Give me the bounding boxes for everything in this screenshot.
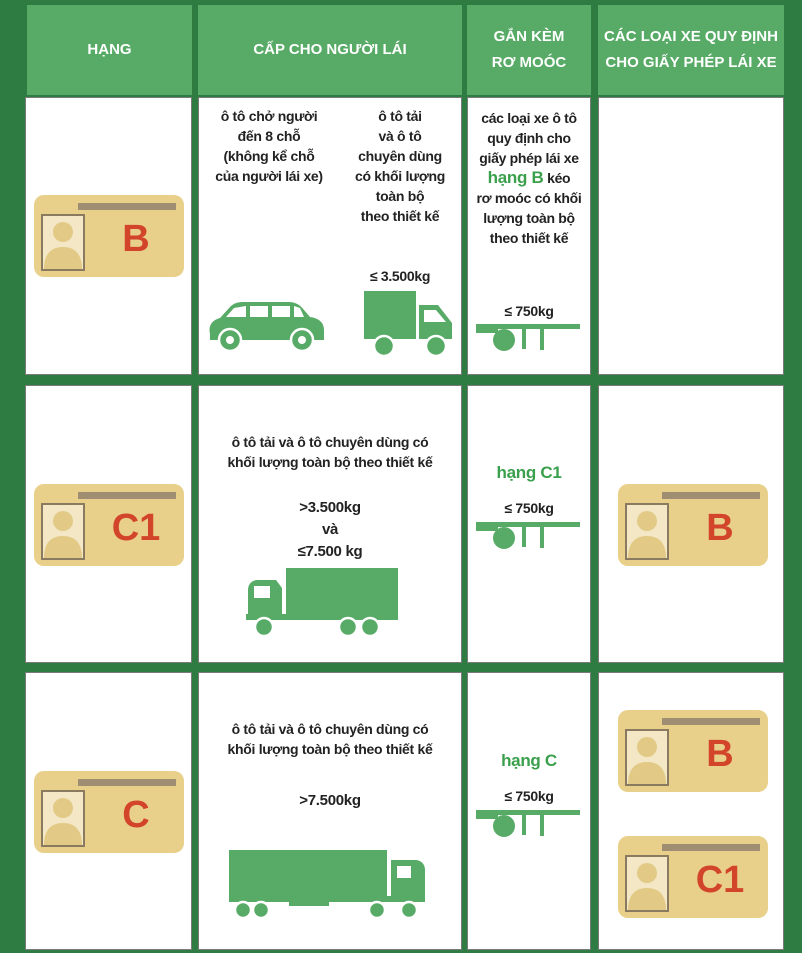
row1-trailer-weight: ≤ 750kg xyxy=(504,303,554,319)
text-line: ô tô tải xyxy=(378,108,422,124)
text-line: và ô tô xyxy=(378,128,422,144)
row2-desc-text xyxy=(205,432,455,472)
header-trailer xyxy=(467,5,591,95)
text-line: có khối lượng xyxy=(354,168,446,184)
text-line: >7.500kg xyxy=(299,792,361,809)
header-class xyxy=(27,5,192,95)
large-truck-icon xyxy=(229,850,429,920)
row3-trailer-class: hạng C xyxy=(501,751,557,770)
header-licensed-line1: CÁC LOẠI XE QUY ĐỊNH xyxy=(604,28,778,45)
license-card-letter: B xyxy=(706,733,734,775)
text-line: các loại xe ô tô xyxy=(481,110,577,126)
text-line: theo thiết kế xyxy=(360,208,440,224)
license-card-c1 xyxy=(34,484,184,566)
row2-trailer-class: hạng C1 xyxy=(496,463,562,482)
header-issued-to xyxy=(198,5,462,95)
row1-truck-text xyxy=(344,106,456,226)
row1-trailer-text xyxy=(469,108,589,248)
header-class-label: HẠNG xyxy=(87,41,132,58)
text-line: ≤7.500 kg xyxy=(297,543,363,560)
text-line xyxy=(469,168,589,188)
trailer-icon xyxy=(476,516,580,550)
row3-weight-text xyxy=(255,790,405,812)
text-line: giấy phép lái xe xyxy=(479,150,579,166)
header-licensed-line2: CHO GIẤY PHÉP LÁI XE xyxy=(605,54,777,71)
text-line: chuyên dùng xyxy=(358,148,442,164)
license-card-letter: C xyxy=(122,794,150,836)
text-line: khối lượng toàn bộ theo thiết kế xyxy=(227,454,433,470)
licensed-card-c1 xyxy=(618,836,768,918)
license-card-letter: C1 xyxy=(111,507,161,549)
text-line: đến 8 chỗ xyxy=(237,128,301,144)
text-line: toàn bộ xyxy=(375,188,425,204)
text-fragment: kéo xyxy=(547,170,571,186)
row1-truck-weight: ≤ 3.500kg xyxy=(369,268,431,284)
text-line: khối lượng toàn bộ theo thiết kế xyxy=(227,741,433,757)
text-line: theo thiết kế xyxy=(489,230,569,246)
text-line: của người lái xe) xyxy=(215,168,323,184)
text-line: quy định cho xyxy=(487,130,571,146)
text-line: (không kể chỗ xyxy=(223,148,315,164)
license-card-letter: B xyxy=(706,507,734,549)
cell-row1-licensed xyxy=(598,97,784,375)
row2-trailer-weight: ≤ 750kg xyxy=(504,500,554,516)
licensed-card-b xyxy=(618,710,768,792)
text-line: và xyxy=(321,521,339,538)
license-card-letter: C1 xyxy=(695,859,745,901)
license-card-c xyxy=(34,771,184,853)
text-line: rơ moóc có khối xyxy=(476,190,582,206)
licensed-card-b xyxy=(618,484,768,566)
trailer-class-highlight: hạng B xyxy=(487,168,544,187)
text-line: lượng toàn bộ xyxy=(483,210,575,226)
header-trailer-line2: RƠ MOÓC xyxy=(491,54,567,71)
trailer-icon xyxy=(476,318,580,352)
trailer-icon xyxy=(476,804,580,838)
text-line: ô tô tải và ô tô chuyên dùng có xyxy=(231,721,429,737)
row1-passenger-text xyxy=(205,106,333,186)
row3-trailer-weight: ≤ 750kg xyxy=(504,788,554,804)
header-licensed-types xyxy=(598,5,784,95)
suv-car-icon xyxy=(204,300,326,352)
text-line: ô tô chở người xyxy=(220,108,318,124)
license-card-b xyxy=(34,195,184,277)
small-truck-icon xyxy=(364,291,456,357)
row2-weight-text xyxy=(255,497,405,563)
medium-truck-icon xyxy=(246,568,400,638)
license-card-letter: B xyxy=(122,218,150,260)
header-issued-to-label: CẤP CHO NGƯỜI LÁI xyxy=(253,41,407,58)
text-line: ô tô tải và ô tô chuyên dùng có xyxy=(231,434,429,450)
header-trailer-line1: GẮN KÈM xyxy=(493,28,565,45)
text-line: >3.500kg xyxy=(299,499,361,516)
row3-desc-text xyxy=(205,719,455,759)
